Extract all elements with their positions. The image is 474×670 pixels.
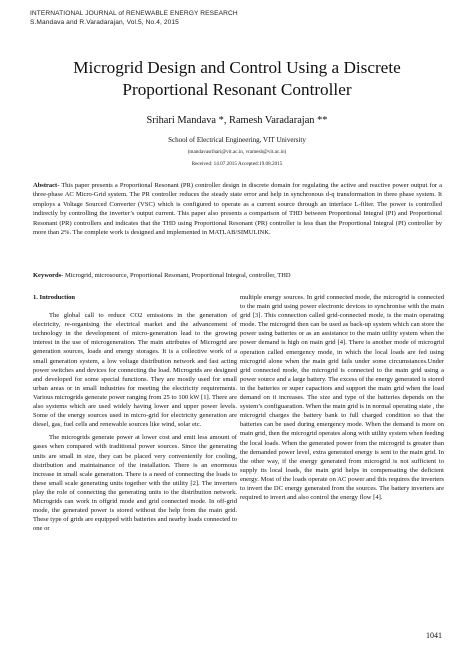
title-line-2: Proportional Resonant Controller	[122, 80, 352, 99]
paragraph: The global call to reduce CO2 emissions in the generation of electricity, re-organising the electrical market and the advancement of technology in the development of micro-generation lead to the growing interest in the use of microgeneration. The main attributes of Microgrid are generation sources, loads and energy storages. It is a collective work of a small generation system, a low voltage distribution network and fast acting power switches and devices for connecting the load. Microgrids are designed and developed for some special functions. They are mostly used for small urban areas or in small industries for meeting the electricity requirements. Various microgrids generate power ranging from 25 to 100 kW [1]. There are also systems which are used widely having lower and upper power levels. Some of the energy sources used in micro-grid for electricity generation are diesel, gas, fuel cells and renewable sources like wind, solar etc.	[33, 312, 237, 429]
paragraph: The microgrids generate power at lower cost and emit less amount of gases when compared with traditional power sources. Since the generating units are small in size, they can be placed very conveniently for cooling, distribution and maintainance of the installation. There is an enormous increase in small scale generation. There is a need of connecting the loads to these small scale generating units together with the utility [2]. The inverters play the role of connecting the generating units to the distribution network. Microgrids can work in offgrid mode and grid connected mode. In off-grid mode, the generated power is stored without the help from the main grid. These type of grids are equipped with batteries and nearby loads connected to one or	[33, 434, 237, 533]
received-accepted-dates: Received: 14.07.2015 Accepted:19.08.2015	[191, 161, 283, 167]
right-column	[240, 293, 444, 506]
abstract	[33, 181, 442, 237]
keywords-label: Keywords-	[33, 272, 64, 279]
abstract-text: This paper presents a Proportional Resonant (PR) controller design in discrete domain for regulating the active and reactive power output for a three-phase AC Micro-Grid system. The PR controller reduces the steady state error and help in synchronous d-q transformation in three phase system. It employs a Voltage Sourced Converter (VSC) which is configured to operate as a current source through an interface L-filter. The power is controlled indirectly by controlling the inverter’s output current. This paper also presents a comparison of THD between Proportional Integral (PI) and Proportional Resonant (PR) controllers and indicates that the THD using Proportional Resonant (PR) controller is less than the Proportional Integral (PI) controller by more than 2%. The complete work is designed and implemented in MATLAB/SIMULINK.	[33, 182, 442, 237]
paper-title	[20, 57, 454, 101]
citation-line: S.Mandava and R.Varadarajan, Vol.5, No.4, 2015	[30, 19, 179, 26]
title-line-1: Microgrid Design and Control Using a Discrete	[73, 58, 401, 77]
journal-name: INTERNATIONAL JOURNAL of RENEWABLE ENERGY RESEARCH	[30, 10, 238, 17]
author-list: Srihari Mandava *, Ramesh Varadarajan **	[146, 115, 328, 126]
abstract-label: Abstract-	[33, 182, 60, 189]
keywords	[33, 271, 442, 280]
left-column	[33, 293, 237, 537]
running-header	[30, 9, 238, 27]
section-heading: 1. Introduction	[33, 294, 76, 301]
author-emails: (mandavasrihari@vit.ac.in, vramesh@vit.ac.in)	[187, 149, 287, 155]
page-number: 1041	[426, 631, 442, 640]
affiliation: School of Electrical Engineering, VIT University	[168, 136, 306, 144]
keywords-text: Microgrid, microsource, Proportional Resonant, Proportional Integral, controller, THD	[63, 272, 291, 279]
paragraph: multiple energy sources. In grid connected mode, the microgrid is connected to the main grid using power electronic devices to synchronise with the main grid [3]. This connection called grid-connected mode, is the main operating mode. The microgrid then can be used as back-up system which can store the power using batteries or as an assistance to the main utility system when the power demand is high on main grid [4]. There is another mode of microgrid operation called emergency mode, in which the local loads are fed using microgrid alone when the main grid fails under some circumstances.Under grid connected mode, the microgrid is connected to the main grid using a power source and a large battery. The excess of the energy generated is stored in the batteries or super capacitors and support the main grid when the load demand on it increases. The size and type of the batteries depends on the system’s configuaration. When the main grid is in normal operating state , the microgrid charges the battery bank to full charged condition so that the batteries can be used during emergency mode. When the demand is more on main grid, then the microgrid operates along with utility system when feeding the local loads. When the generated power from the microgrid is greater than the demanded power level, extra generated energy is sent to the main grid. In the other way, if the energy generated from microgrid is not sufficient to supply its local loads, the main grid helps in compensating the deficient energy. Most of the loads operate on AC power and this requires the inverters to invert the DC energy generated from the sources. The battery inverters are required to invert and also control the energy flow [4].	[240, 294, 444, 502]
